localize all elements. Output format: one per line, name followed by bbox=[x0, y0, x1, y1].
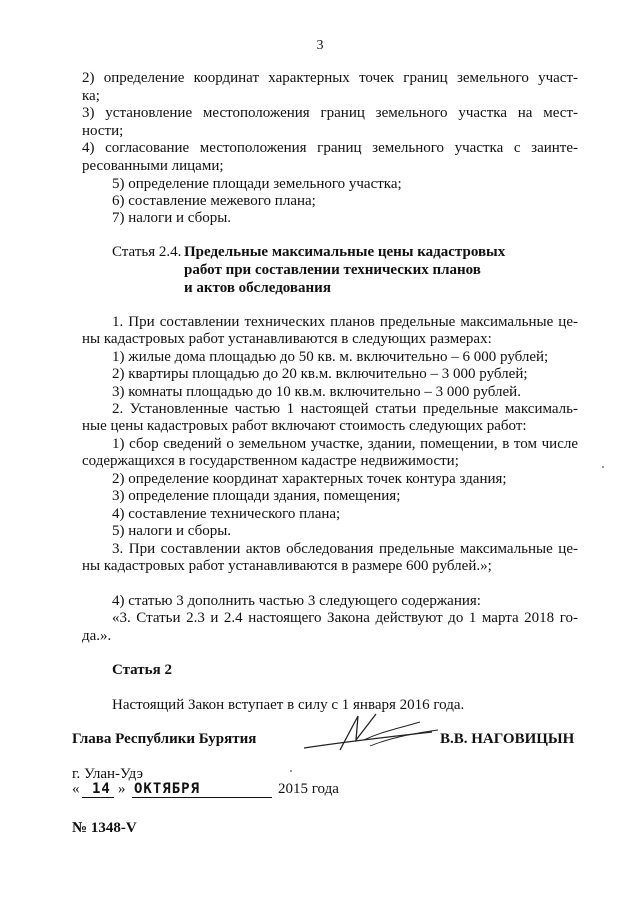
article-text: Настоящий Закон вступает в силу с 1 января 2016 года. bbox=[112, 697, 465, 713]
article-title-line: Предельные максимальные цены кадастровых bbox=[184, 244, 506, 260]
article-prefix: Статья 2.4. bbox=[112, 244, 182, 260]
list-item: 2) определение координат характерных точек границ земельного участ- bbox=[82, 70, 578, 86]
list-item-continuation: ресованными лицами; bbox=[82, 158, 224, 174]
date-day: 14 bbox=[92, 781, 111, 797]
paragraph: 1. При составлении технических планов предельные максимальные це- bbox=[112, 314, 578, 330]
list-item: 3) определение площади здания, помещения; bbox=[112, 488, 401, 504]
list-item: 2) квартиры площадью до 20 кв.м. включительно – 3 000 рублей; bbox=[112, 366, 528, 382]
paragraph: 2. Установленные частью 1 настоящей статьи предельные максималь- bbox=[112, 401, 578, 417]
list-item: 1) сбор сведений о земельном участке, здании, помещении, в том числе bbox=[112, 436, 578, 452]
list-item: 3) комнаты площадью до 10 кв.м. включительно – 3 000 рублей. bbox=[112, 384, 521, 400]
paragraph-continuation: ные цены кадастровых работ включают стоимость следующих работ: bbox=[82, 418, 527, 434]
amendment-item: 4) статью 3 дополнить частью 3 следующего содержания: bbox=[112, 593, 481, 609]
list-item: 3) установление местоположения границ земельного участка на мест- bbox=[82, 105, 578, 121]
date-close-quote: » bbox=[118, 781, 126, 797]
list-item: 4) составление технического плана; bbox=[112, 506, 341, 522]
paragraph-continuation: ны кадастровых работ устанавливаются в размере 600 рублей.»; bbox=[82, 558, 492, 574]
list-item-continuation: ности; bbox=[82, 123, 124, 139]
law-number: № 1348-V bbox=[72, 820, 137, 836]
list-item: 4) согласование местоположения границ земельного участка с заинте- bbox=[82, 140, 578, 156]
handwritten-signature bbox=[300, 710, 440, 756]
scan-speck bbox=[602, 466, 604, 468]
article-title-line: и актов обследования bbox=[184, 280, 331, 296]
date-year: 2015 года bbox=[278, 781, 339, 797]
list-item-continuation: ка; bbox=[82, 88, 100, 104]
article-heading: Статья 2 bbox=[112, 662, 172, 678]
date-month: ОКТЯБРЯ bbox=[134, 781, 201, 797]
date-open-quote: « bbox=[72, 781, 80, 797]
list-item: 7) налоги и сборы. bbox=[112, 210, 232, 226]
city: г. Улан-Удэ bbox=[72, 766, 144, 782]
list-item: 1) жилые дома площадью до 50 кв. м. включительно – 6 000 рублей; bbox=[112, 349, 549, 365]
scan-speck bbox=[290, 770, 292, 772]
page-number: 3 bbox=[316, 38, 324, 53]
amendment-quote: «3. Статьи 2.3 и 2.4 настоящего Закона действуют до 1 марта 2018 го- bbox=[112, 610, 578, 626]
list-item: 5) определение площади земельного участка; bbox=[112, 176, 402, 192]
date-month-underline bbox=[132, 797, 272, 798]
amendment-quote-continuation: да.». bbox=[82, 628, 112, 644]
article-title-line: работ при составлении технических планов bbox=[184, 262, 481, 278]
list-item-continuation: содержащихся в государственном кадастре недвижимости; bbox=[82, 453, 459, 469]
list-item: 6) составление межевого плана; bbox=[112, 193, 316, 209]
list-item: 2) определение координат характерных точек контура здания; bbox=[112, 471, 507, 487]
paragraph: 3. При составлении актов обследования предельные максимальные це- bbox=[112, 541, 578, 557]
signatory-name: В.В. НАГОВИЦЫН bbox=[440, 731, 575, 747]
list-item: 5) налоги и сборы. bbox=[112, 523, 232, 539]
signatory-position: Глава Республики Бурятия bbox=[72, 731, 257, 747]
paragraph-continuation: ны кадастровых работ устанавливаются в следующих размерах: bbox=[82, 331, 492, 347]
date-day-underline bbox=[82, 797, 114, 798]
